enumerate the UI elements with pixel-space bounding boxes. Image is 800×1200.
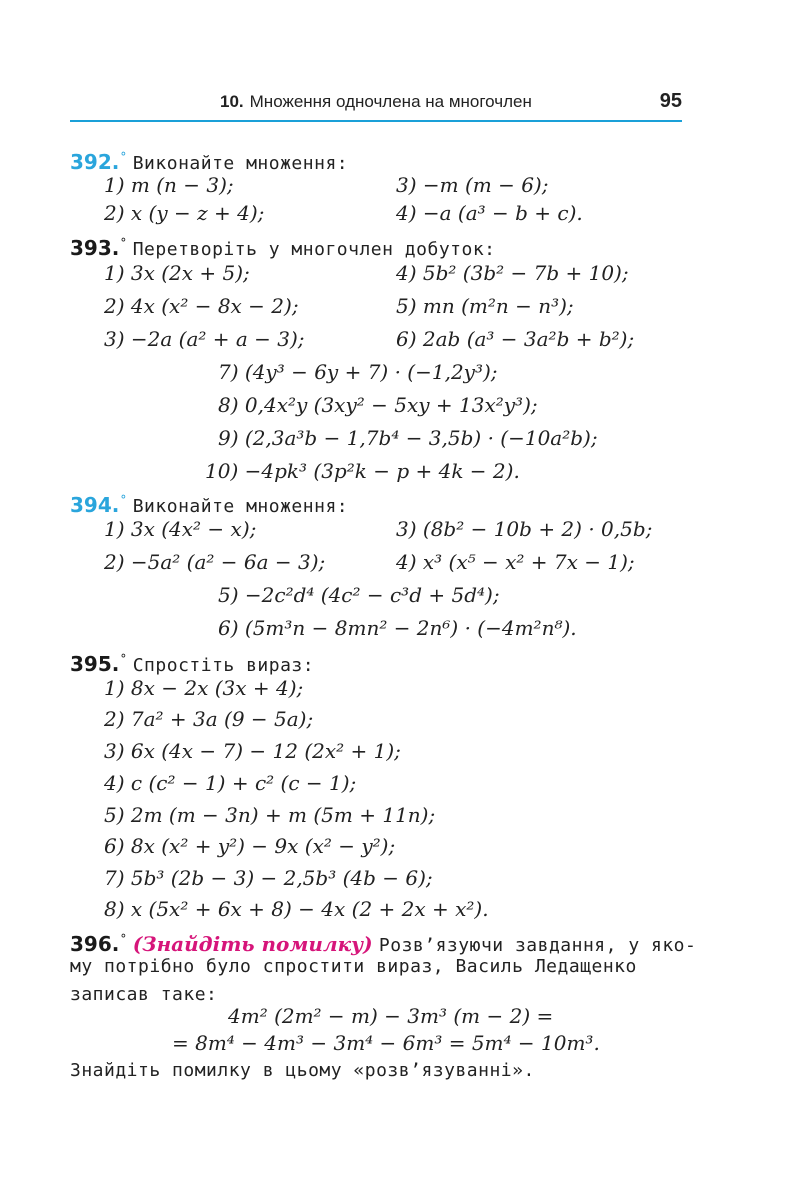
exercise-395-title: 395.° Спростіть вираз: — [70, 652, 315, 676]
exercise-395-item: 2) 7a² + 3a (9 − 5a); — [104, 707, 314, 731]
exercise-395-item: 4) c (c² − 1) + c² (c − 1); — [104, 771, 357, 795]
exercise-393-item: 8) 0,4x²y (3xy² − 5xy + 13x²y³); — [218, 393, 538, 417]
header-rule — [70, 120, 682, 122]
exercise-396-formula-1: 4m² (2m² − m) − 3m³ (m − 2) = — [228, 1004, 554, 1028]
exercise-393-item: 2) 4x (x² − 8x − 2); — [104, 294, 299, 318]
exercise-392-item: 3) −m (m − 6); — [396, 173, 549, 197]
find-error-label: (Знайдіть помилку) — [132, 932, 373, 956]
exercise-393-item: 1) 3x (2x + 5); — [104, 261, 250, 285]
exercise-393-item: 7) (4y³ − 6y + 7) · (−1,2y³); — [218, 360, 498, 384]
exercise-393-item: 5) mn (m²n − n³); — [396, 294, 574, 318]
exercise-392-title: 392.° Виконайте множення: — [70, 150, 349, 174]
section-title: 10. Множення одночлена на многочлен — [220, 92, 532, 111]
exercise-394-item: 3) (8b² − 10b + 2) · 0,5b; — [396, 517, 653, 541]
exercise-396-line3: записав таке: — [70, 984, 218, 1005]
exercise-395-item: 7) 5b³ (2b − 3) − 2,5b³ (4b − 6); — [104, 866, 433, 890]
exercise-395-item: 6) 8x (x² + y²) − 9x (x² − y²); — [104, 834, 396, 858]
exercise-394-item: 1) 3x (4x² − x); — [104, 517, 257, 541]
exercise-394-item: 5) −2c²d⁴ (4c² − c³d + 5d⁴); — [218, 583, 500, 607]
exercise-395-item: 8) x (5x² + 6x + 8) − 4x (2 + 2x + x²). — [104, 897, 489, 921]
exercise-394-item: 2) −5a² (a² − 6a − 3); — [104, 550, 326, 574]
page-header — [70, 92, 682, 122]
exercise-392-item: 1) m (n − 3); — [104, 173, 234, 197]
exercise-394-item: 4) x³ (x⁵ − x² + 7x − 1); — [396, 550, 635, 574]
exercise-396-line2: му потрібно було спростити вираз, Василь Ледащенко — [70, 956, 637, 977]
exercise-393-item: 10) −4pk³ (3p²k − p + 4k − 2). — [205, 459, 520, 483]
exercise-393-item: 4) 5b² (3b² − 7b + 10); — [396, 261, 629, 285]
page-number: 95 — [659, 90, 682, 112]
exercise-395-item: 1) 8x − 2x (3x + 4); — [104, 676, 304, 700]
exercise-395-item: 3) 6x (4x − 7) − 12 (2x² + 1); — [104, 739, 401, 763]
exercise-394-item: 6) (5m³n − 8mn² − 2n⁶) · (−4m²n⁸). — [218, 616, 577, 640]
exercise-393-item: 9) (2,3a³b − 1,7b⁴ − 3,5b) · (−10a²b); — [218, 426, 598, 450]
exercise-392-item: 4) −a (a³ − b + c). — [396, 201, 583, 225]
exercise-394-title: 394.° Виконайте множення: — [70, 493, 349, 517]
exercise-393-title: 393.° Перетворіть у многочлен добуток: — [70, 236, 496, 260]
exercise-396-formula-2: = 8m⁴ − 4m³ − 3m⁴ − 6m³ = 5m⁴ − 10m³. — [172, 1031, 600, 1055]
exercise-395-item: 5) 2m (m − 3n) + m (5m + 11n); — [104, 803, 436, 827]
exercise-393-item: 3) −2a (a² + a − 3); — [104, 327, 305, 351]
exercise-393-item: 6) 2ab (a³ − 3a²b + b²); — [396, 327, 635, 351]
exercise-396-line1: 396.° (Знайдіть помилку) Розв’язуючи завдання, у яко- — [70, 932, 697, 956]
exercise-396-closing: Знайдіть помилку в цьому «розв’язуванні». — [70, 1060, 535, 1081]
exercise-392-item: 2) x (y − z + 4); — [104, 201, 265, 225]
